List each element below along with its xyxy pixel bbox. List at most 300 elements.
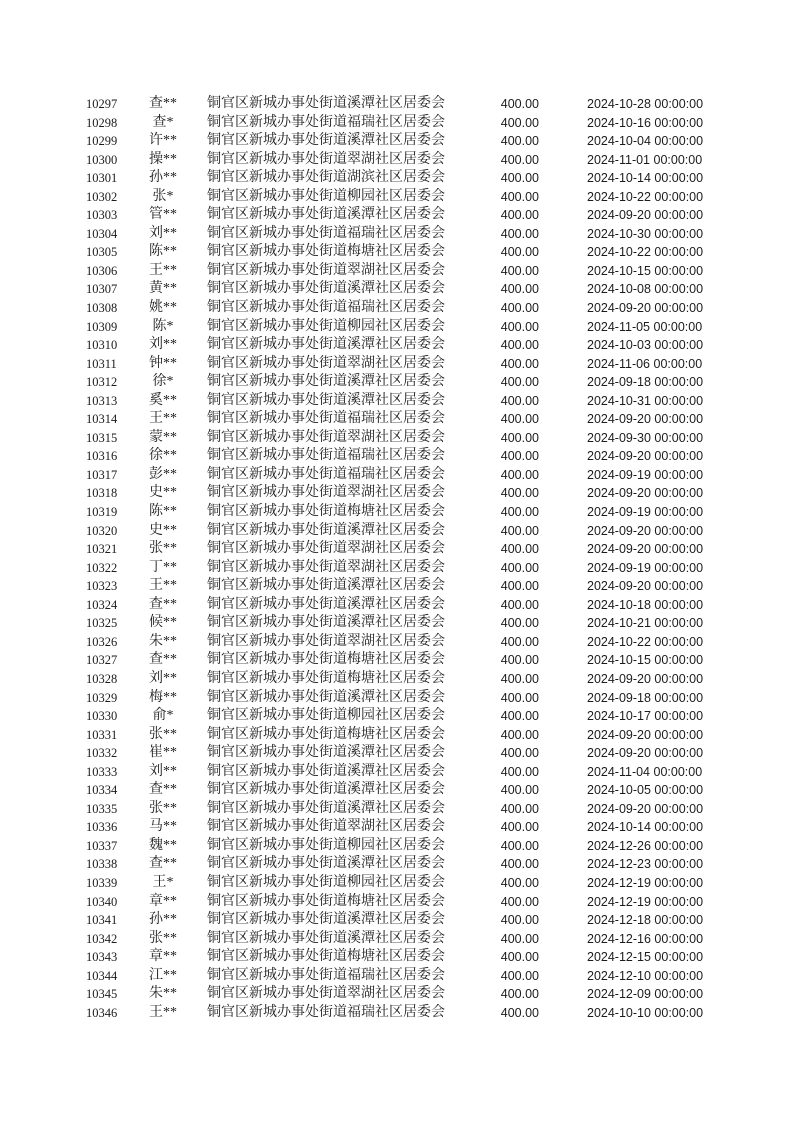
organization-name: 铜官区新城办事处街道福瑞社区居委会 <box>207 1004 445 1020</box>
table-row <box>0 262 793 281</box>
record-id: 10338 <box>86 857 118 872</box>
masked-name: 史** <box>149 485 177 501</box>
record-datetime: 2024-09-20 00:00:00 <box>587 412 704 427</box>
table-row <box>0 392 793 411</box>
amount-value: 400.00 <box>500 801 539 816</box>
record-id: 10299 <box>86 134 118 149</box>
table-row <box>0 132 793 151</box>
record-datetime: 2024-12-18 00:00:00 <box>587 913 704 928</box>
amount-value: 400.00 <box>500 746 539 761</box>
record-datetime: 2024-12-19 00:00:00 <box>587 875 704 890</box>
record-datetime: 2024-10-17 00:00:00 <box>587 709 704 724</box>
organization-name: 铜官区新城办事处街道梅塘社区居委会 <box>207 244 445 260</box>
amount-value: 400.00 <box>500 690 539 705</box>
masked-name: 刘** <box>149 763 177 779</box>
record-id: 10301 <box>86 171 118 186</box>
record-id: 10321 <box>86 542 118 557</box>
amount-value: 400.00 <box>500 338 539 353</box>
amount-value: 400.00 <box>500 727 539 742</box>
amount-value: 400.00 <box>500 505 539 520</box>
amount-value: 400.00 <box>500 579 539 594</box>
amount-value: 400.00 <box>500 857 539 872</box>
record-id: 10344 <box>86 968 118 983</box>
organization-name: 铜官区新城办事处街道翠湖社区居委会 <box>207 541 445 557</box>
masked-name: 徐* <box>152 374 174 390</box>
amount-value: 400.00 <box>500 486 539 501</box>
masked-name: 黄** <box>149 281 177 297</box>
masked-name: 徐** <box>149 448 177 464</box>
record-datetime: 2024-11-05 00:00:00 <box>587 319 703 334</box>
record-datetime: 2024-10-14 00:00:00 <box>587 171 704 186</box>
record-datetime: 2024-09-18 00:00:00 <box>587 690 704 705</box>
amount-value: 400.00 <box>500 913 539 928</box>
record-id: 10333 <box>86 764 118 779</box>
amount-value: 400.00 <box>500 894 539 909</box>
table-row <box>0 818 793 837</box>
record-datetime: 2024-12-23 00:00:00 <box>587 857 704 872</box>
masked-name: 查** <box>149 96 177 111</box>
record-id: 10312 <box>86 375 118 390</box>
organization-name: 铜官区新城办事处街道溪潭社区居委会 <box>207 337 445 353</box>
masked-name: 奚** <box>149 392 177 408</box>
amount-value: 400.00 <box>500 820 539 835</box>
masked-name: 魏** <box>149 837 177 853</box>
masked-name: 王** <box>149 1004 177 1020</box>
record-id: 10311 <box>86 356 117 371</box>
amount-value: 400.00 <box>500 301 539 316</box>
amount-value: 400.00 <box>500 208 539 223</box>
amount-value: 400.00 <box>500 931 539 946</box>
table-row <box>0 689 793 708</box>
amount-value: 400.00 <box>500 319 539 334</box>
record-datetime: 2024-10-31 00:00:00 <box>587 393 704 408</box>
masked-name: 许** <box>149 133 177 149</box>
amount-value: 400.00 <box>500 764 539 779</box>
record-datetime: 2024-09-19 00:00:00 <box>587 467 704 482</box>
table-row <box>0 744 793 763</box>
masked-name: 王** <box>149 262 177 278</box>
record-datetime: 2024-09-20 00:00:00 <box>587 746 704 761</box>
amount-value: 400.00 <box>500 1005 539 1020</box>
table-row <box>0 948 793 967</box>
record-id: 10337 <box>86 838 118 853</box>
record-datetime: 2024-10-15 00:00:00 <box>587 263 704 278</box>
table-row <box>0 967 793 986</box>
record-datetime: 2024-10-04 00:00:00 <box>587 134 704 149</box>
organization-name: 铜官区新城办事处街道湖滨社区居委会 <box>207 170 445 186</box>
record-id: 10306 <box>86 263 118 278</box>
record-datetime: 2024-09-20 00:00:00 <box>587 523 704 538</box>
organization-name: 铜官区新城办事处街道溪潭社区居委会 <box>207 133 445 149</box>
record-id: 10300 <box>86 152 118 167</box>
table-row <box>0 800 793 819</box>
table-row <box>0 614 793 633</box>
table-row <box>0 336 793 355</box>
masked-name: 孙** <box>149 170 177 186</box>
table-row <box>0 484 793 503</box>
amount-value: 400.00 <box>500 838 539 853</box>
record-id: 10297 <box>86 97 118 111</box>
amount-value: 400.00 <box>500 542 539 557</box>
organization-name: 铜官区新城办事处街道溪潭社区居委会 <box>207 912 445 928</box>
masked-name: 陈** <box>149 244 177 260</box>
organization-name: 铜官区新城办事处街道溪潭社区居委会 <box>207 596 445 612</box>
amount-value: 400.00 <box>500 653 539 668</box>
table-row <box>0 559 793 578</box>
amount-value: 400.00 <box>500 375 539 390</box>
amount-value: 400.00 <box>500 950 539 965</box>
record-id: 10346 <box>86 1005 118 1020</box>
table-row <box>0 985 793 1004</box>
record-id: 10305 <box>86 245 118 260</box>
record-id: 10320 <box>86 523 118 538</box>
masked-name: 管** <box>149 207 177 223</box>
record-id: 10330 <box>86 709 118 724</box>
amount-value: 400.00 <box>500 634 539 649</box>
masked-name: 张* <box>152 188 174 204</box>
amount-value: 400.00 <box>500 282 539 297</box>
table-row <box>0 299 793 318</box>
table-row <box>0 225 793 244</box>
record-id: 10309 <box>86 319 118 334</box>
record-id: 10329 <box>86 690 118 705</box>
masked-name: 丁** <box>149 559 177 575</box>
organization-name: 铜官区新城办事处街道柳园社区居委会 <box>207 708 445 724</box>
record-datetime: 2024-10-08 00:00:00 <box>587 282 704 297</box>
record-datetime: 2024-09-18 00:00:00 <box>587 375 704 390</box>
table-row <box>0 169 793 188</box>
record-id: 10336 <box>86 820 118 835</box>
record-datetime: 2024-10-10 00:00:00 <box>587 1005 704 1020</box>
record-datetime: 2024-12-19 00:00:00 <box>587 894 704 909</box>
record-datetime: 2024-10-14 00:00:00 <box>587 820 704 835</box>
organization-name: 铜官区新城办事处街道溪潭社区居委会 <box>207 782 445 798</box>
organization-name: 铜官区新城办事处街道翠湖社区居委会 <box>207 429 445 445</box>
organization-name: 铜官区新城办事处街道溪潭社区居委会 <box>207 856 445 872</box>
organization-name: 铜官区新城办事处街道梅塘社区居委会 <box>207 893 445 909</box>
masked-name: 操** <box>149 151 177 167</box>
organization-name: 铜官区新城办事处街道溪潭社区居委会 <box>207 763 445 779</box>
amount-value: 400.00 <box>500 560 539 575</box>
record-id: 10298 <box>86 115 118 130</box>
organization-name: 铜官区新城办事处街道翠湖社区居委会 <box>207 819 445 835</box>
table-row <box>0 503 793 522</box>
table-row <box>0 596 793 615</box>
table-row <box>0 1004 793 1023</box>
masked-name: 马** <box>149 819 177 835</box>
masked-name: 查** <box>149 652 177 668</box>
amount-value: 400.00 <box>500 597 539 612</box>
organization-name: 铜官区新城办事处街道福瑞社区居委会 <box>207 967 445 983</box>
record-id: 10325 <box>86 616 118 631</box>
organization-name: 铜官区新城办事处街道翠湖社区居委会 <box>207 262 445 278</box>
record-datetime: 2024-09-20 00:00:00 <box>587 542 704 557</box>
organization-name: 铜官区新城办事处街道溪潭社区居委会 <box>207 96 445 111</box>
table-row <box>0 114 793 133</box>
amount-value: 400.00 <box>500 709 539 724</box>
masked-name: 彭** <box>149 466 177 482</box>
organization-name: 铜官区新城办事处街道溪潭社区居委会 <box>207 689 445 705</box>
record-datetime: 2024-10-30 00:00:00 <box>587 226 704 241</box>
record-id: 10339 <box>86 875 118 890</box>
masked-name: 俞* <box>152 708 174 724</box>
record-datetime: 2024-12-10 00:00:00 <box>587 968 704 983</box>
masked-name: 刘** <box>149 225 177 241</box>
record-id: 10316 <box>86 449 118 464</box>
table-row <box>0 355 793 374</box>
organization-name: 铜官区新城办事处街道溪潭社区居委会 <box>207 207 445 223</box>
organization-name: 铜官区新城办事处街道翠湖社区居委会 <box>207 633 445 649</box>
record-datetime: 2024-09-20 00:00:00 <box>587 671 704 686</box>
record-id: 10308 <box>86 301 118 316</box>
masked-name: 史** <box>149 522 177 538</box>
record-id: 10317 <box>86 467 118 482</box>
record-id: 10304 <box>86 226 118 241</box>
record-datetime: 2024-12-16 00:00:00 <box>587 931 704 946</box>
record-datetime: 2024-11-06 00:00:00 <box>587 356 703 371</box>
record-id: 10322 <box>86 560 118 575</box>
amount-value: 400.00 <box>500 189 539 204</box>
masked-name: 张** <box>149 541 177 557</box>
masked-name: 王* <box>152 874 174 890</box>
table-row <box>0 726 793 745</box>
record-id: 10310 <box>86 338 118 353</box>
amount-value: 400.00 <box>500 134 539 149</box>
masked-name: 张** <box>149 726 177 742</box>
amount-value: 400.00 <box>500 968 539 983</box>
record-datetime: 2024-09-20 00:00:00 <box>587 208 704 223</box>
table-row <box>0 188 793 207</box>
organization-name: 铜官区新城办事处街道翠湖社区居委会 <box>207 151 445 167</box>
amount-value: 400.00 <box>500 467 539 482</box>
record-id: 10343 <box>86 950 118 965</box>
masked-name: 张** <box>149 930 177 946</box>
table-row <box>0 633 793 652</box>
record-id: 10315 <box>86 430 118 445</box>
organization-name: 铜官区新城办事处街道翠湖社区居委会 <box>207 559 445 575</box>
organization-name: 铜官区新城办事处街道溪潭社区居委会 <box>207 522 445 538</box>
amount-value: 400.00 <box>500 449 539 464</box>
amount-value: 400.00 <box>500 226 539 241</box>
masked-name: 刘** <box>149 670 177 686</box>
masked-name: 梅** <box>149 689 177 705</box>
table-row <box>0 670 793 689</box>
record-datetime: 2024-09-20 00:00:00 <box>587 727 704 742</box>
masked-name: 王** <box>149 578 177 594</box>
record-id: 10307 <box>86 282 118 297</box>
organization-name: 铜官区新城办事处街道福瑞社区居委会 <box>207 411 445 427</box>
amount-value: 400.00 <box>500 115 539 130</box>
record-id: 10324 <box>86 597 118 612</box>
amount-value: 400.00 <box>500 171 539 186</box>
record-datetime: 2024-10-18 00:00:00 <box>587 597 704 612</box>
organization-name: 铜官区新城办事处街道柳园社区居委会 <box>207 318 445 334</box>
organization-name: 铜官区新城办事处街道柳园社区居委会 <box>207 837 445 853</box>
record-datetime: 2024-10-28 00:00:00 <box>587 97 704 111</box>
record-datetime: 2024-09-20 00:00:00 <box>587 449 704 464</box>
organization-name: 铜官区新城办事处街道福瑞社区居委会 <box>207 448 445 464</box>
table-row <box>0 95 793 114</box>
record-id: 10326 <box>86 634 118 649</box>
amount-value: 400.00 <box>500 152 539 167</box>
record-datetime: 2024-10-22 00:00:00 <box>587 634 704 649</box>
organization-name: 铜官区新城办事处街道翠湖社区居委会 <box>207 355 445 371</box>
masked-name: 查** <box>149 596 177 612</box>
organization-name: 铜官区新城办事处街道溪潭社区居委会 <box>207 930 445 946</box>
organization-name: 铜官区新城办事处街道梅塘社区居委会 <box>207 949 445 965</box>
record-datetime: 2024-10-21 00:00:00 <box>587 616 704 631</box>
table-row <box>0 373 793 392</box>
amount-value: 400.00 <box>500 412 539 427</box>
amount-value: 400.00 <box>500 245 539 260</box>
table-row <box>0 911 793 930</box>
amount-value: 400.00 <box>500 523 539 538</box>
masked-name: 陈* <box>152 318 174 334</box>
table-row <box>0 522 793 541</box>
amount-value: 400.00 <box>500 987 539 1002</box>
record-datetime: 2024-09-20 00:00:00 <box>587 801 704 816</box>
masked-name: 章** <box>149 949 177 965</box>
masked-name: 陈** <box>149 504 177 520</box>
amount-value: 400.00 <box>500 430 539 445</box>
record-datetime: 2024-09-19 00:00:00 <box>587 560 704 575</box>
organization-name: 铜官区新城办事处街道柳园社区居委会 <box>207 188 445 204</box>
record-datetime: 2024-09-20 00:00:00 <box>587 579 704 594</box>
record-id: 10340 <box>86 894 118 909</box>
table-row <box>0 540 793 559</box>
amount-value: 400.00 <box>500 783 539 798</box>
record-datetime: 2024-10-05 00:00:00 <box>587 783 704 798</box>
table-row <box>0 447 793 466</box>
organization-name: 铜官区新城办事处街道柳园社区居委会 <box>207 874 445 890</box>
record-id: 10318 <box>86 486 118 501</box>
organization-name: 铜官区新城办事处街道福瑞社区居委会 <box>207 300 445 316</box>
organization-name: 铜官区新城办事处街道溪潭社区居委会 <box>207 745 445 761</box>
table-row <box>0 243 793 262</box>
organization-name: 铜官区新城办事处街道溪潭社区居委会 <box>207 615 445 631</box>
record-id: 10303 <box>86 208 118 223</box>
amount-value: 400.00 <box>500 393 539 408</box>
table-row <box>0 577 793 596</box>
masked-name: 崔** <box>149 745 177 761</box>
record-id: 10302 <box>86 189 118 204</box>
record-id: 10323 <box>86 579 118 594</box>
table-row <box>0 206 793 225</box>
record-id: 10314 <box>86 412 118 427</box>
organization-name: 铜官区新城办事处街道溪潭社区居委会 <box>207 800 445 816</box>
masked-name: 张** <box>149 800 177 816</box>
record-datetime: 2024-10-15 00:00:00 <box>587 653 704 668</box>
table-row <box>0 707 793 726</box>
masked-name: 章** <box>149 893 177 909</box>
organization-name: 铜官区新城办事处街道福瑞社区居委会 <box>207 114 445 130</box>
record-datetime: 2024-12-15 00:00:00 <box>587 950 704 965</box>
record-datetime: 2024-12-26 00:00:00 <box>587 838 704 853</box>
amount-value: 400.00 <box>500 671 539 686</box>
table-row <box>0 651 793 670</box>
organization-name: 铜官区新城办事处街道溪潭社区居委会 <box>207 392 445 408</box>
record-id: 10345 <box>86 987 118 1002</box>
organization-name: 铜官区新城办事处街道溪潭社区居委会 <box>207 578 445 594</box>
record-datetime: 2024-09-19 00:00:00 <box>587 505 704 520</box>
amount-value: 400.00 <box>500 97 539 111</box>
record-id: 10331 <box>86 727 118 742</box>
organization-name: 铜官区新城办事处街道翠湖社区居委会 <box>207 986 445 1002</box>
record-datetime: 2024-10-22 00:00:00 <box>587 189 704 204</box>
amount-value: 400.00 <box>500 616 539 631</box>
masked-name: 候** <box>149 615 177 631</box>
records-table <box>0 95 793 1022</box>
record-datetime: 2024-10-03 00:00:00 <box>587 338 704 353</box>
masked-name: 王** <box>149 411 177 427</box>
amount-value: 400.00 <box>500 263 539 278</box>
masked-name: 蒙** <box>149 429 177 445</box>
organization-name: 铜官区新城办事处街道福瑞社区居委会 <box>207 466 445 482</box>
table-row <box>0 930 793 949</box>
record-datetime: 2024-12-09 00:00:00 <box>587 987 704 1002</box>
organization-name: 铜官区新城办事处街道溪潭社区居委会 <box>207 374 445 390</box>
record-id: 10327 <box>86 653 118 668</box>
table-row <box>0 781 793 800</box>
record-id: 10335 <box>86 801 118 816</box>
masked-name: 孙** <box>149 912 177 928</box>
record-id: 10341 <box>86 913 118 928</box>
masked-name: 查** <box>149 782 177 798</box>
record-datetime: 2024-11-04 00:00:00 <box>587 764 703 779</box>
table-row <box>0 318 793 337</box>
table-row <box>0 837 793 856</box>
masked-name: 朱** <box>149 986 177 1002</box>
record-id: 10334 <box>86 783 118 798</box>
record-id: 10313 <box>86 393 118 408</box>
record-id: 10332 <box>86 746 118 761</box>
record-id: 10328 <box>86 671 118 686</box>
masked-name: 姚** <box>149 300 177 316</box>
table-row <box>0 466 793 485</box>
table-row <box>0 280 793 299</box>
organization-name: 铜官区新城办事处街道翠湖社区居委会 <box>207 485 445 501</box>
amount-value: 400.00 <box>500 875 539 890</box>
record-datetime: 2024-10-22 00:00:00 <box>587 245 704 260</box>
table-row <box>0 893 793 912</box>
table-row <box>0 855 793 874</box>
record-datetime: 2024-09-20 00:00:00 <box>587 301 704 316</box>
organization-name: 铜官区新城办事处街道梅塘社区居委会 <box>207 652 445 668</box>
table-row <box>0 151 793 170</box>
masked-name: 刘** <box>149 337 177 353</box>
table-row <box>0 429 793 448</box>
table-row <box>0 763 793 782</box>
table-row <box>0 874 793 893</box>
masked-name: 江** <box>149 967 177 983</box>
masked-name: 朱** <box>149 633 177 649</box>
organization-name: 铜官区新城办事处街道梅塘社区居委会 <box>207 504 445 520</box>
record-datetime: 2024-09-20 00:00:00 <box>587 486 704 501</box>
masked-name: 查* <box>152 114 174 130</box>
organization-name: 铜官区新城办事处街道福瑞社区居委会 <box>207 225 445 241</box>
masked-name: 查** <box>149 856 177 872</box>
record-id: 10319 <box>86 505 118 520</box>
organization-name: 铜官区新城办事处街道溪潭社区居委会 <box>207 281 445 297</box>
record-id: 10342 <box>86 931 118 946</box>
record-datetime: 2024-09-30 00:00:00 <box>587 430 704 445</box>
organization-name: 铜官区新城办事处街道梅塘社区居委会 <box>207 670 445 686</box>
amount-value: 400.00 <box>500 356 539 371</box>
record-datetime: 2024-10-16 00:00:00 <box>587 115 704 130</box>
table-row <box>0 410 793 429</box>
organization-name: 铜官区新城办事处街道梅塘社区居委会 <box>207 726 445 742</box>
record-datetime: 2024-11-01 00:00:00 <box>587 152 703 167</box>
